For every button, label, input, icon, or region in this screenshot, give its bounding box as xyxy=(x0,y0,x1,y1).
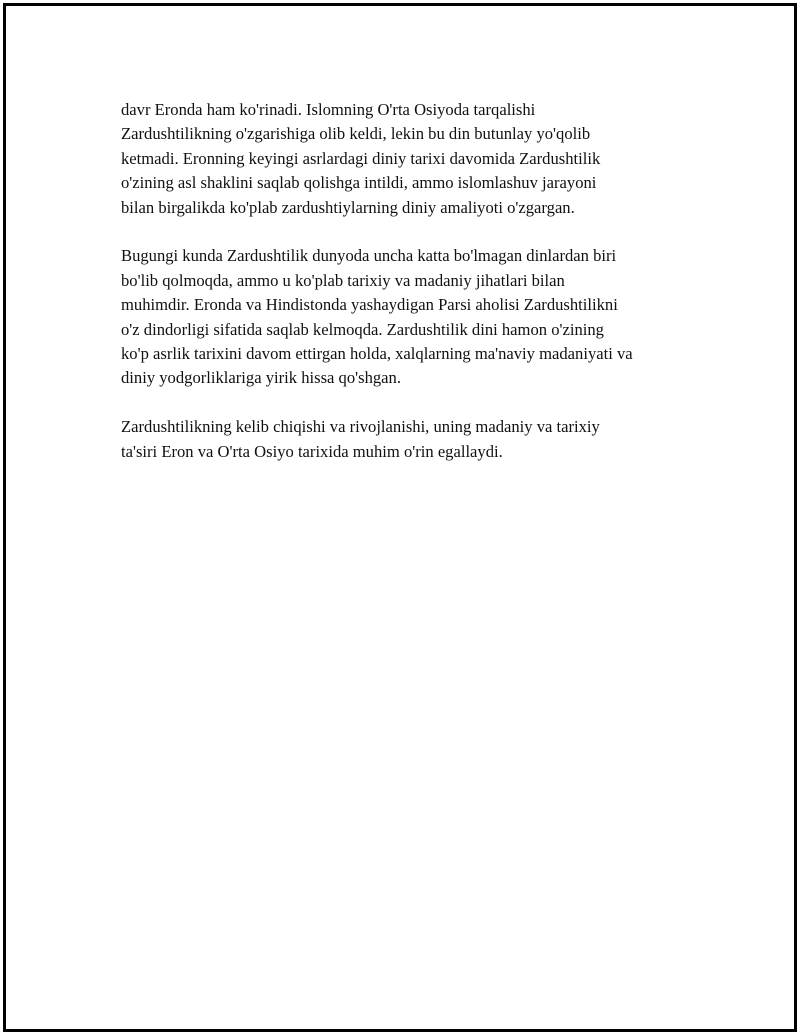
text-line: muhimdir. Eronda va Hindistonda yashaydigan Parsi aholisi Zardushtilikni xyxy=(121,295,618,315)
text-line: ta'siri Eron va O'rta Osiyo tarixida muhim o'rin egallaydi. xyxy=(121,441,503,461)
text-line: Zardushtilikning o'zgarishiga olib keldi, lekin bu din butunlay yo'qolib xyxy=(121,124,591,144)
paragraph-1 xyxy=(121,98,701,220)
text-line: bilan birgalikda ko'plab zardushtiylarning diniy amaliyoti o'zgargan. xyxy=(121,197,575,217)
text-line: Zardushtilikning kelib chiqishi va rivojlanishi, uning madaniy va tarixiy xyxy=(121,417,600,437)
text-line: o'zining asl shaklini saqlab qolishga intildi, ammo islomlashuv jarayoni xyxy=(121,173,597,193)
text-line: ketmadi. Eronning keyingi asrlardagi diniy tarixi davomida Zardushtilik xyxy=(121,148,601,168)
text-line: ko'p asrlik tarixini davom ettirgan holda, xalqlarning ma'naviy madaniyati va xyxy=(121,344,633,364)
paragraph-3 xyxy=(121,415,701,464)
document-body xyxy=(121,98,701,488)
text-line: davr Eronda ham ko'rinadi. Islomning O'rta Osiyoda tarqalishi xyxy=(121,100,536,119)
text-line: Bugungi kunda Zardushtilik dunyoda uncha katta bo'lmagan dinlardan biri xyxy=(121,246,617,266)
text-line: bo'lib qolmoqda, ammo u ko'plab tarixiy va madaniy jihatlari bilan xyxy=(121,270,565,290)
document-page xyxy=(3,3,797,1032)
text-line: diniy yodgorliklariga yirik hissa qo'shgan. xyxy=(121,368,401,388)
text-line: o'z dindorligi sifatida saqlab kelmoqda. Zardushtilik dini hamon o'zining xyxy=(121,319,604,339)
paragraph-2 xyxy=(121,244,701,390)
